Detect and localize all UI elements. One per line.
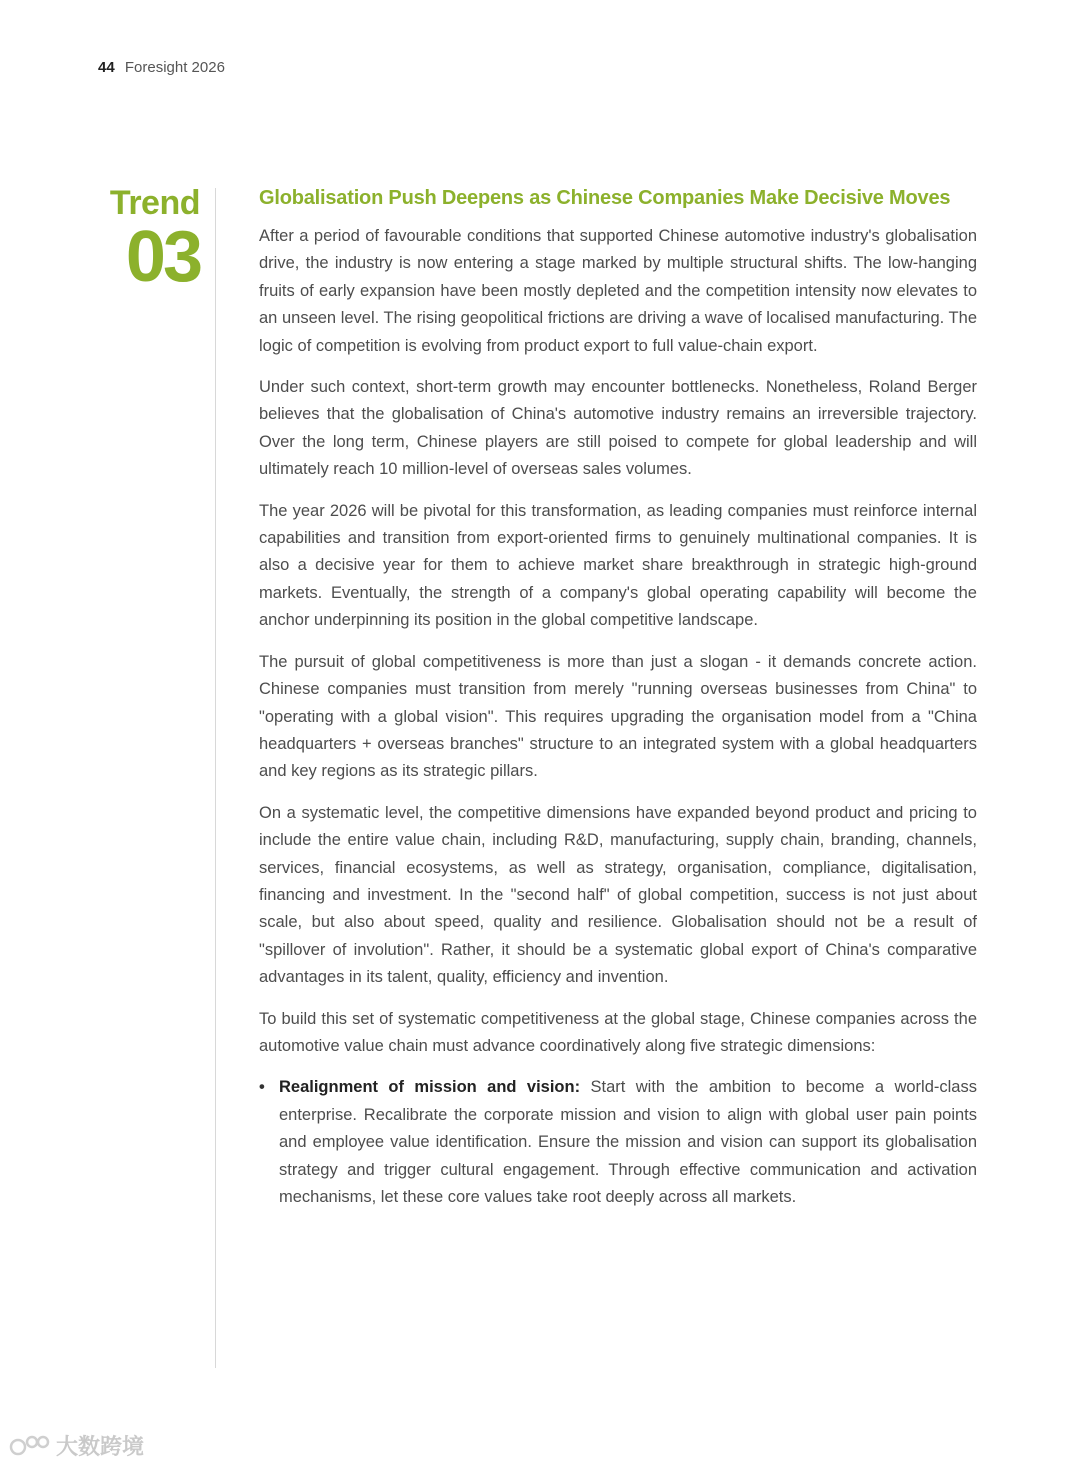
paragraph-2: Under such context, short-term growth may encounter bottlenecks. Nonetheless, Roland Berger believes that the globalisation of China's automotive industry remains an irreversible trajectory. Over the long term, Chinese players are still poised to compete for global leadership and will ultimately reach 10 million-level of overseas sales volumes. — [259, 378, 977, 479]
bullet-icon: • — [259, 1078, 265, 1097]
page-number: 44 — [98, 59, 115, 76]
bullet-text: Start with the ambition to become a world-class enterprise. Recalibrate the corporate mission and vision to align with global user pain points and employee value identification. Ensure the mission and vision can support its globalisation strategy and trigger cultural engagement. Through effective communication and activation mechanisms, let these core values take root deeply across all markets. — [279, 1078, 977, 1206]
vertical-divider — [215, 188, 216, 1368]
article-title: Globalisation Push Deepens as Chinese Companies Make Decisive Moves — [259, 187, 951, 209]
trend-number: 03 — [125, 217, 200, 297]
paragraph-5: On a systematic level, the competitive dimensions have expanded beyond product and pricing to include the entire value chain, including R&D, manufacturing, supply chain, branding, channels, services, financial ecosystems, as well as strategy, organisation, compliance, digitalisation, financing and investment. In the "second half" of global competition, success is not just about scale, but also about speed, quality and resilience. Globalisation should not be a result of "spillover of involution". Rather, it should be a systematic global export of China's comparative advantages in its talent, quality, efficiency and invention. — [259, 803, 977, 987]
publication-title: Foresight 2026 — [124, 59, 225, 76]
trend-heading — [100, 184, 200, 297]
trend-label: Trend — [109, 184, 200, 222]
paragraph-4: The pursuit of global competitiveness is more than just a slogan - it demands concrete action. Chinese companies must transition from merely "running overseas businesses from China" to "operating with a global vision". This requires upgrading the organisation model from a "China headquarters + overseas branches" structure to an integrated system with a global headquarters and key regions as its strategic pillars. — [259, 652, 977, 781]
strategic-dimensions-list — [259, 1074, 977, 1211]
paragraph-3: The year 2026 will be pivotal for this transformation, as leading companies must reinforce internal capabilities and transition from export-oriented firms to genuinely multinational companies. It is also a decisive year for them to achieve market share breakthrough in strategic high-ground markets. Eventually, the strength of a company's global operating capability will become the anchor underpinning its position in the global competitive landscape. — [259, 501, 977, 630]
bullet-lead: Realignment of mission and vision: — [279, 1078, 581, 1097]
page-header — [98, 59, 225, 76]
watermark-logo-icon — [8, 1433, 52, 1459]
watermark — [8, 1430, 144, 1461]
paragraph-1: After a period of favourable conditions that supported Chinese automotive industry's globalisation drive, the industry is now entering a stage marked by multiple structural shifts. The low-hanging fruits of early expansion have been mostly depleted and the competition intensity now elevates to an unseen level. The rising geopolitical frictions are driving a wave of localised manufacturing. The logic of competition is evolving from product export to full value-chain export. — [259, 227, 977, 355]
watermark-text: 大数跨境 — [56, 1434, 145, 1459]
paragraph-6: To build this set of systematic competitiveness at the global stage, Chinese companies across the automotive value chain must advance coordinatively along five strategic dimensions: — [259, 1009, 977, 1055]
list-item — [259, 1074, 977, 1211]
article-body — [259, 183, 977, 1211]
